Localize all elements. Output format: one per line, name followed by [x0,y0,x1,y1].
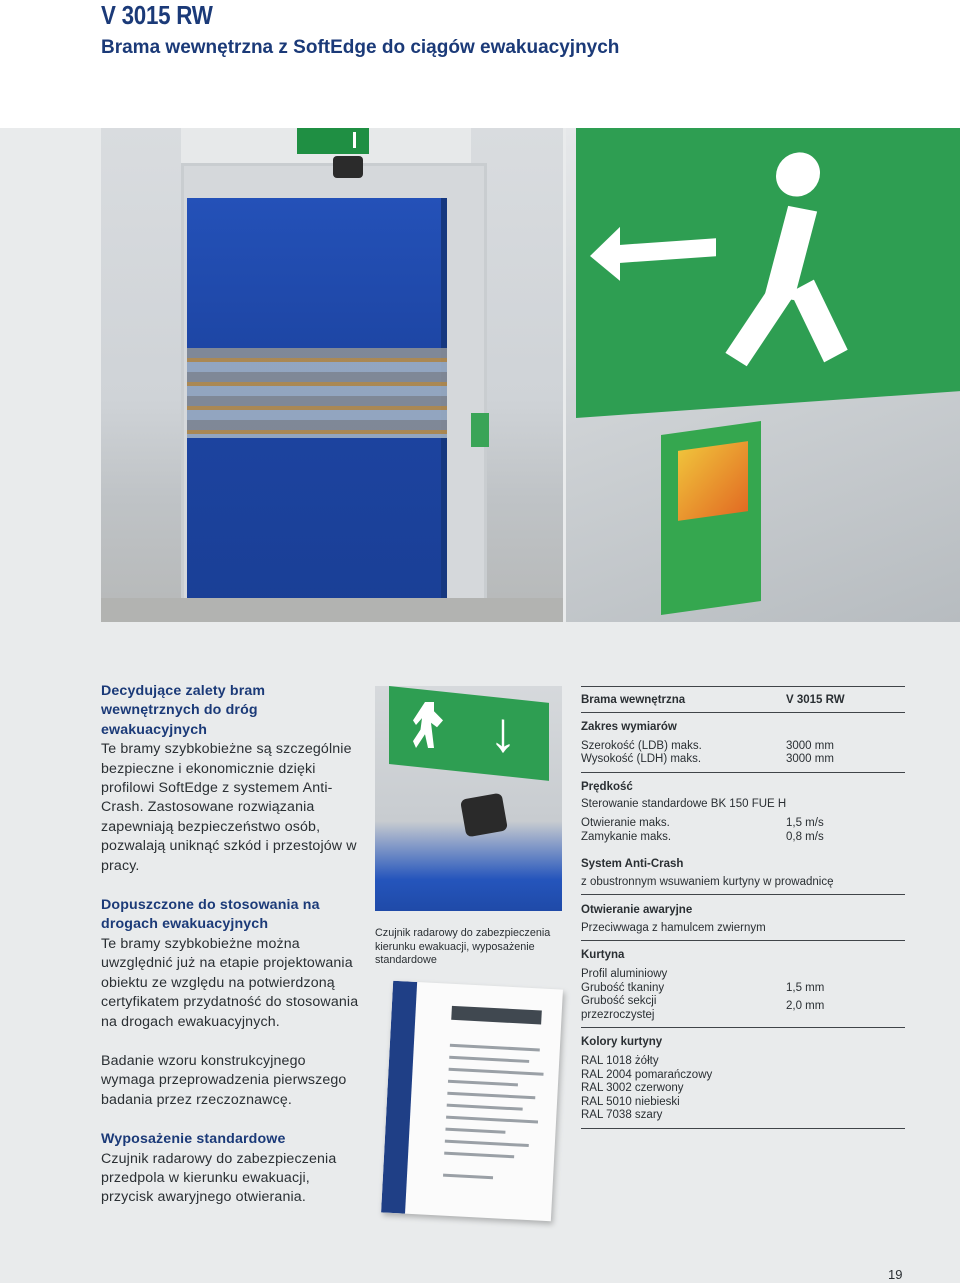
page-subtitle: Brama wewnętrzna z SoftEdge do ciągów ewakuacyjnych [101,37,620,58]
certificate-title-block [451,1006,542,1025]
color-item: RAL 3002 czerwony [581,1082,684,1094]
spec-header-label: Brama wewnętrzna [581,694,686,706]
radar-sensor-icon [333,156,363,178]
spec-label: Wysokość (LDH) maks. [581,753,702,765]
color-item: RAL 1018 żółty [581,1055,659,1067]
spec-heading: Kolory kurtyny [581,1036,663,1048]
spec-label: Przeciwwaga z hamulcem zwiernym [581,922,766,934]
spec-label: Grubość tkaniny [581,982,665,994]
color-item: RAL 7038 szary [581,1109,663,1121]
color-item: RAL 5010 niebieski [581,1096,680,1108]
big-exit-sign [576,128,960,418]
spec-label: Otwieranie maks. [581,817,670,829]
section-text: Czujnik radarowy do zabezpieczenia przedpola w kierunku ewakuacji, przycisk awaryjnego otwierania. [101,1150,337,1206]
spec-heading: System Anti-Crash [581,858,684,870]
spec-label: Grubość sekcji [581,995,657,1007]
spec-value: 1,5 m/s [786,817,824,829]
spec-value: 2,0 mm [786,1000,825,1012]
arrow-left-icon [616,238,716,263]
color-item: RAL 2004 pomarańczowy [581,1069,713,1081]
spec-value: 0,8 m/s [786,831,824,843]
emergency-button-icon [471,413,489,447]
section-text: Te bramy szybkobieżne można uwzględnić już na etapie projektowania obiektu ze względu na potwierdzoną certyfikatem przydatność do stosowania na drogach ewakuacyjnych. [101,935,359,1030]
radar-sensor-photo [375,686,562,911]
section-text: Te bramy szybkobieżne są szczególnie bezpieczne i ekonomicznie dzięki profilowi SoftEdge z systemem Anti-Crash. Zastosowane rozwiązania zapewniają bezpieczeństwo osób, pozwalają uniknąć szkód i przestojów w pracy. [101,741,357,874]
section-heading: Wyposażenie standardowe [101,1131,286,1148]
exit-sign-icon [297,128,369,154]
running-man-icon [736,148,856,366]
text-column [101,682,363,1228]
spec-label: Szerokość (LDB) maks. [581,740,702,752]
certificate-image [381,981,563,1222]
photo-caption: Czujnik radarowy do zabezpieczenia kierunku ewakuacji, wyposażenie standardowe [375,927,551,966]
spec-value: 3000 mm [786,753,834,765]
floor [101,598,563,622]
spec-label: przezroczystej [581,1009,655,1021]
spec-label: Zamykanie maks. [581,831,672,843]
spec-heading: Kurtyna [581,949,625,961]
emergency-box-screen [678,441,748,521]
exit-sign-photo [566,128,960,622]
section-text: Badanie wzoru konstrukcyjnego wymaga przeprowadzenia pierwszego badania przez rzeczoznawcę. [101,1052,347,1108]
spec-header-model: V 3015 RW [786,694,845,706]
spec-label: Sterowanie standardowe BK 150 FUE H [581,798,787,810]
certificate-band [381,981,417,1214]
spec-value: 3000 mm [786,740,834,752]
spec-value: 1,5 mm [786,982,825,994]
door-photo [101,128,563,622]
section-heading: Decydujące zalety bram wewnętrznych do dróg ewakuacyjnych [101,683,266,738]
spec-label: z obustronnym wsuwaniem kurtyny w prowadnicę [581,876,834,888]
radar-sensor-icon [460,793,508,838]
section-heading: Dopuszczone do stosowania na drogach ewakuacyjnych [101,897,320,933]
page-header [0,0,960,128]
spec-heading: Zakres wymiarów [581,721,677,733]
spec-heading: Otwieranie awaryjne [581,904,693,916]
page-number: 19 [888,1267,903,1282]
spec-heading: Prędkość [581,781,633,793]
exit-sign-icon [389,686,549,781]
page-title: V 3015 RW [101,0,213,30]
spec-label: Profil aluminiowy [581,968,668,980]
door-window-section [187,348,447,438]
